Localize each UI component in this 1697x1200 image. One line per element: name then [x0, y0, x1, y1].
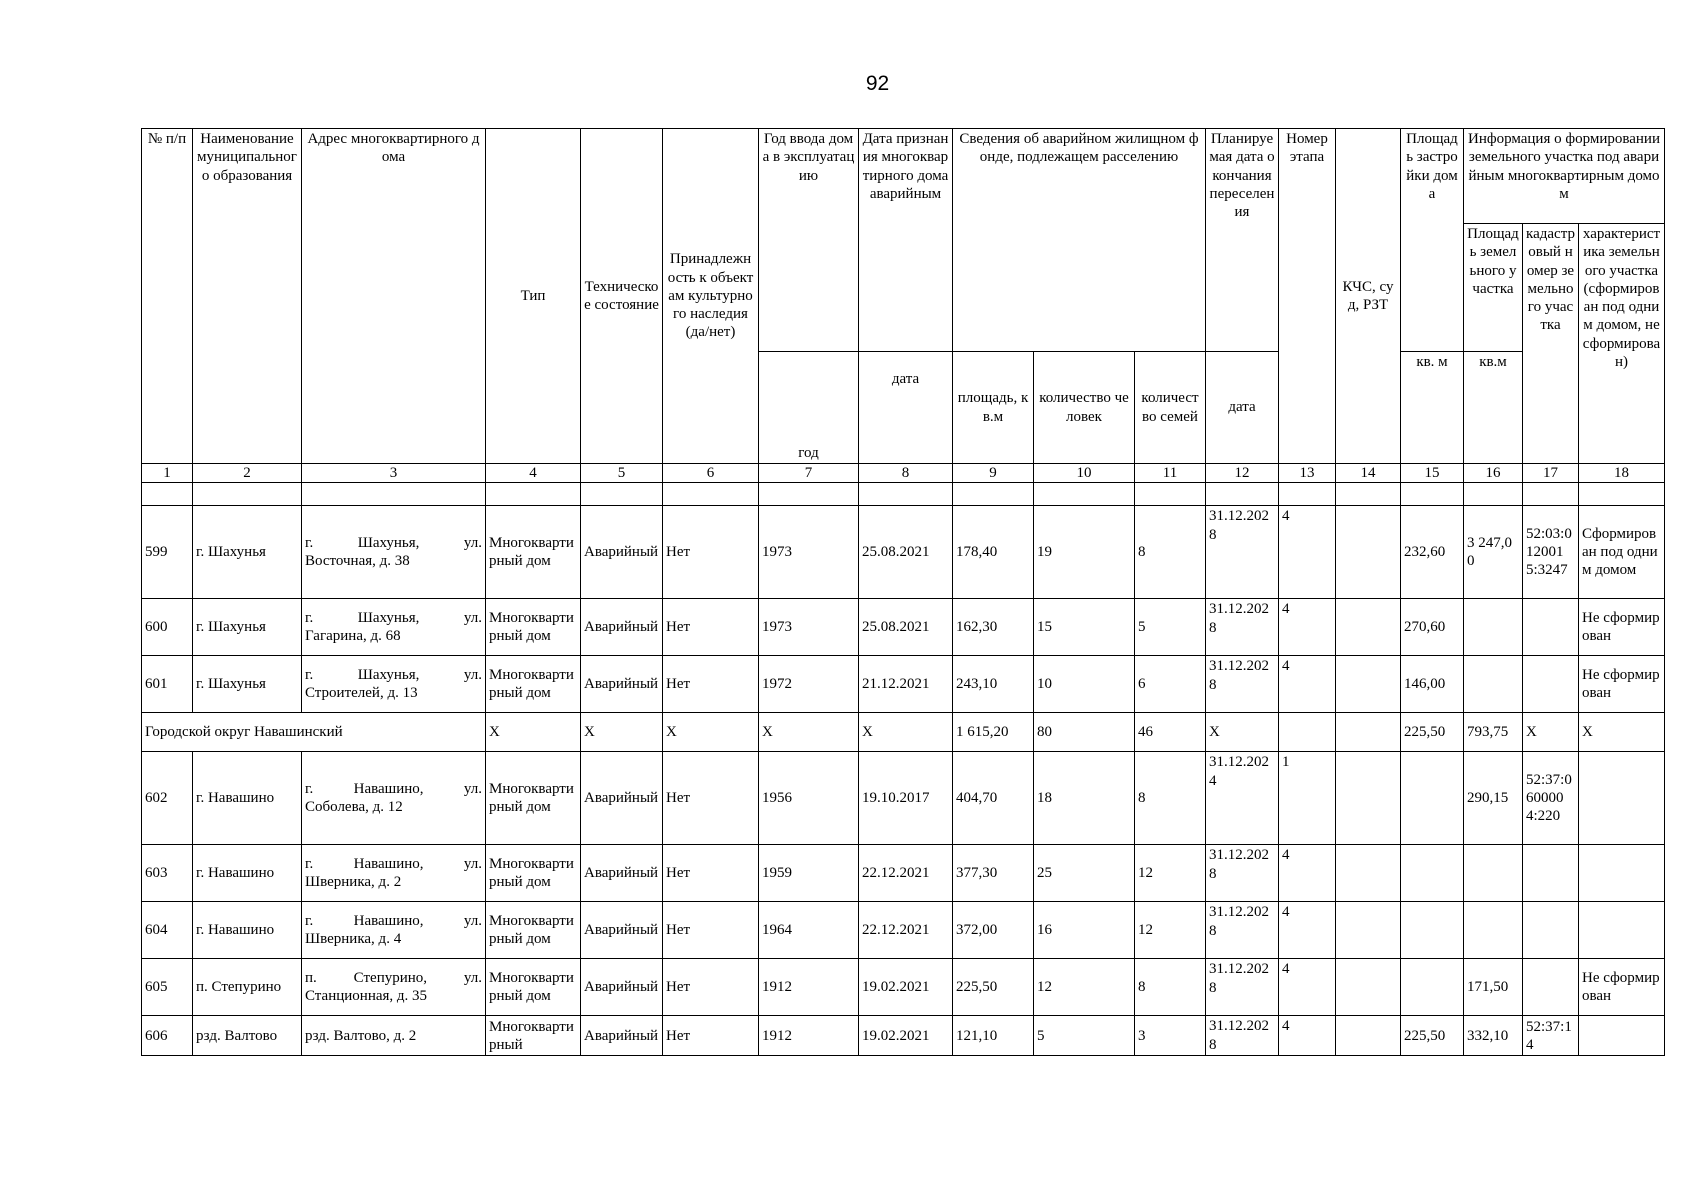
- families-cell: 6: [1135, 656, 1206, 713]
- subtotal-heritage: X: [663, 713, 759, 752]
- header-families: количество семей: [1135, 352, 1206, 464]
- area-cell: 243,10: [953, 656, 1034, 713]
- land-char-cell: Сформирован под одним домом: [1579, 506, 1665, 599]
- table-row: [142, 1016, 1665, 1056]
- build-area-cell: 225,50: [1401, 1016, 1464, 1056]
- housing-table-wrapper: [141, 128, 1665, 1056]
- address-word: ул.: [463, 856, 482, 872]
- build-area-cell: [1401, 902, 1464, 959]
- land-char-cell: Не сформирован: [1579, 959, 1665, 1016]
- year-cell: 1964: [759, 902, 859, 959]
- spacer-row: [142, 483, 1665, 506]
- header-build-area: Площадь застройки дома: [1401, 129, 1464, 352]
- people-cell: 16: [1034, 902, 1135, 959]
- tech-state-cell: Аварийный: [581, 599, 663, 656]
- column-number-cell: 1: [142, 464, 193, 483]
- header-year: Год ввода дома в эксплуатацию: [759, 129, 859, 352]
- tech-state-cell: Аварийный: [581, 959, 663, 1016]
- heritage-cell: Нет: [663, 656, 759, 713]
- land-area-cell: 290,15: [1464, 752, 1523, 845]
- header-heritage: Принадлежность к объектам культурного наследия (да/нет): [663, 129, 759, 464]
- subtotal-kchs: [1336, 713, 1401, 752]
- header-land-info-group: Информация о формировании земельного участка под аварийным многоквартирным домом: [1464, 129, 1665, 224]
- municipality-cell: г. Шахунья: [193, 506, 302, 599]
- header-people: количество человек: [1034, 352, 1135, 464]
- year-cell: 1956: [759, 752, 859, 845]
- cadastre-cell: 52:37:0600004:220: [1523, 752, 1579, 845]
- kchs-cell: [1336, 1016, 1401, 1056]
- area-cell: 178,40: [953, 506, 1034, 599]
- date-cell: 21.12.2021: [859, 656, 953, 713]
- subtotal-area: 1 615,20: [953, 713, 1034, 752]
- type-cell: Многоквартирный дом: [486, 599, 581, 656]
- land-char-cell: Не сформирован: [1579, 599, 1665, 656]
- kchs-cell: [1336, 656, 1401, 713]
- header-area: площадь, кв.м: [953, 352, 1034, 464]
- area-cell: 372,00: [953, 902, 1034, 959]
- stage-cell: 4: [1279, 845, 1336, 902]
- address-word: ул.: [463, 970, 482, 986]
- heritage-cell: Нет: [663, 752, 759, 845]
- address-line2: Строителей, д. 13: [305, 685, 418, 702]
- plan-date-cell: 31.12.2028: [1206, 506, 1279, 599]
- header-stage: Номер этапа: [1279, 129, 1336, 464]
- header-type: Тип: [486, 129, 581, 464]
- address-cell: [302, 902, 486, 959]
- header-land-char: характеристика земельного участка (сформирован под одним домом, не сформирован): [1579, 224, 1665, 464]
- people-cell: 15: [1034, 599, 1135, 656]
- people-cell: 18: [1034, 752, 1135, 845]
- column-number-cell: 12: [1206, 464, 1279, 483]
- address-word: Шахунья,: [357, 667, 420, 683]
- year-cell: 1972: [759, 656, 859, 713]
- year-cell: 1912: [759, 1016, 859, 1056]
- land-area-cell: 171,50: [1464, 959, 1523, 1016]
- subtotal-plan: X: [1206, 713, 1279, 752]
- address-word: Навашино,: [353, 856, 424, 872]
- address-word: ул.: [463, 667, 482, 683]
- heritage-cell: Нет: [663, 959, 759, 1016]
- tech-state-cell: Аварийный: [581, 845, 663, 902]
- subtotal-label: Городской округ Навашинский: [142, 713, 486, 752]
- table-row: [142, 506, 1665, 599]
- table-row: [142, 656, 1665, 713]
- table-row: [142, 752, 1665, 845]
- cadastre-cell: [1523, 959, 1579, 1016]
- header-plan-date: Планируемая дата окончания переселения: [1206, 129, 1279, 352]
- address-word: Навашино,: [353, 781, 424, 797]
- address-word: ул.: [463, 610, 482, 626]
- address-cell: [302, 656, 486, 713]
- address-word: Степурино,: [353, 970, 428, 986]
- address-word: г.: [305, 913, 314, 929]
- municipality-cell: г. Навашино: [193, 902, 302, 959]
- header-date-sub: дата: [859, 352, 953, 464]
- land-area-cell: 332,10: [1464, 1016, 1523, 1056]
- address-line2: Восточная, д. 38: [305, 553, 410, 570]
- area-cell: 377,30: [953, 845, 1034, 902]
- column-number-cell: 15: [1401, 464, 1464, 483]
- families-cell: 8: [1135, 752, 1206, 845]
- row-number: 606: [142, 1016, 193, 1056]
- families-cell: 3: [1135, 1016, 1206, 1056]
- column-number-cell: 9: [953, 464, 1034, 483]
- stage-cell: 4: [1279, 902, 1336, 959]
- land-area-cell: [1464, 656, 1523, 713]
- type-cell: Многоквартирный дом: [486, 959, 581, 1016]
- kchs-cell: [1336, 506, 1401, 599]
- subtotal-date: X: [859, 713, 953, 752]
- address-line2: Шверника, д. 2: [305, 874, 402, 891]
- municipality-cell: г. Навашино: [193, 752, 302, 845]
- cadastre-cell: [1523, 845, 1579, 902]
- address-word: Шахунья,: [357, 610, 420, 626]
- tech-state-cell: Аварийный: [581, 752, 663, 845]
- heritage-cell: Нет: [663, 506, 759, 599]
- header-address: Адрес многоквартирного дома: [302, 129, 486, 464]
- land-char-cell: [1579, 752, 1665, 845]
- row-number: 601: [142, 656, 193, 713]
- tech-state-cell: Аварийный: [581, 656, 663, 713]
- header-cadastre: кадастровый номер земельного участка: [1523, 224, 1579, 464]
- address-word: Навашино,: [353, 913, 424, 929]
- stage-cell: 4: [1279, 599, 1336, 656]
- heritage-cell: Нет: [663, 845, 759, 902]
- address-word: ул.: [463, 913, 482, 929]
- heritage-cell: Нет: [663, 599, 759, 656]
- subtotal-state: X: [581, 713, 663, 752]
- header-land-area: Площадь земельного участка: [1464, 224, 1523, 352]
- row-number: 605: [142, 959, 193, 1016]
- address-word: г.: [305, 781, 314, 797]
- column-number-cell: 5: [581, 464, 663, 483]
- date-cell: 19.02.2021: [859, 1016, 953, 1056]
- header-date: Дата признания многоквартирного дома аварийным: [859, 129, 953, 352]
- build-area-cell: 232,60: [1401, 506, 1464, 599]
- stage-cell: 4: [1279, 1016, 1336, 1056]
- people-cell: 25: [1034, 845, 1135, 902]
- header-year-sub: год: [759, 352, 859, 464]
- type-cell: Многоквартирный дом: [486, 845, 581, 902]
- table-row: [142, 599, 1665, 656]
- row-number: 603: [142, 845, 193, 902]
- municipality-cell: г. Шахунья: [193, 599, 302, 656]
- header-tech-state: Техническое состояние: [581, 129, 663, 464]
- column-number-cell: 16: [1464, 464, 1523, 483]
- header-municipality: Наименование муниципального образования: [193, 129, 302, 464]
- land-char-cell: [1579, 845, 1665, 902]
- column-number-cell: 11: [1135, 464, 1206, 483]
- date-cell: 22.12.2021: [859, 902, 953, 959]
- row-number: 600: [142, 599, 193, 656]
- people-cell: 19: [1034, 506, 1135, 599]
- address-cell: [302, 506, 486, 599]
- land-area-cell: [1464, 845, 1523, 902]
- tech-state-cell: Аварийный: [581, 506, 663, 599]
- column-number-cell: 4: [486, 464, 581, 483]
- column-number-cell: 3: [302, 464, 486, 483]
- area-cell: 404,70: [953, 752, 1034, 845]
- area-cell: 162,30: [953, 599, 1034, 656]
- land-char-cell: [1579, 1016, 1665, 1056]
- kchs-cell: [1336, 599, 1401, 656]
- address-word: г.: [305, 535, 314, 551]
- row-number: 599: [142, 506, 193, 599]
- land-char-cell: Не сформирован: [1579, 656, 1665, 713]
- date-cell: 25.08.2021: [859, 506, 953, 599]
- address-word: п.: [305, 970, 317, 986]
- page-number: 92: [865, 72, 890, 95]
- date-cell: 19.10.2017: [859, 752, 953, 845]
- heritage-cell: Нет: [663, 1016, 759, 1056]
- build-area-cell: [1401, 845, 1464, 902]
- column-number-cell: 13: [1279, 464, 1336, 483]
- municipality-cell: г. Навашино: [193, 845, 302, 902]
- kchs-cell: [1336, 959, 1401, 1016]
- column-number-cell: 17: [1523, 464, 1579, 483]
- kchs-cell: [1336, 845, 1401, 902]
- header-num: № п/п: [142, 129, 193, 464]
- type-cell: Многоквартирный дом: [486, 752, 581, 845]
- stage-cell: 4: [1279, 656, 1336, 713]
- date-cell: 22.12.2021: [859, 845, 953, 902]
- municipality-cell: рзд. Валтово: [193, 1016, 302, 1056]
- subtotal-land-area: 793,75: [1464, 713, 1523, 752]
- cadastre-cell: 52:37:14: [1523, 1016, 1579, 1056]
- address-line2: Соболева, д. 12: [305, 799, 403, 816]
- cadastre-cell: [1523, 656, 1579, 713]
- land-char-cell: [1579, 902, 1665, 959]
- families-cell: 12: [1135, 845, 1206, 902]
- build-area-cell: [1401, 959, 1464, 1016]
- families-cell: 8: [1135, 959, 1206, 1016]
- families-cell: 8: [1135, 506, 1206, 599]
- tech-state-cell: Аварийный: [581, 1016, 663, 1056]
- date-cell: 25.08.2021: [859, 599, 953, 656]
- area-cell: 121,10: [953, 1016, 1034, 1056]
- subtotal-people: 80: [1034, 713, 1135, 752]
- column-number-cell: 6: [663, 464, 759, 483]
- plan-date-cell: 31.12.2024: [1206, 752, 1279, 845]
- header-kchs: КЧС, суд, РЗТ: [1336, 129, 1401, 464]
- address-word: Шахунья,: [357, 535, 420, 551]
- row-number: 604: [142, 902, 193, 959]
- address-line2: Станционная, д. 35: [305, 988, 428, 1005]
- families-cell: 12: [1135, 902, 1206, 959]
- header-build-area-sub: кв. м: [1401, 352, 1464, 464]
- subtotal-build-area: 225,50: [1401, 713, 1464, 752]
- subtotal-cadastre: X: [1523, 713, 1579, 752]
- subtotal-type: X: [486, 713, 581, 752]
- cadastre-cell: [1523, 902, 1579, 959]
- tech-state-cell: Аварийный: [581, 902, 663, 959]
- heritage-cell: Нет: [663, 902, 759, 959]
- land-area-cell: [1464, 599, 1523, 656]
- plan-date-cell: 31.12.2028: [1206, 959, 1279, 1016]
- stage-cell: 4: [1279, 959, 1336, 1016]
- address-cell: [302, 752, 486, 845]
- address-cell: [302, 1016, 486, 1056]
- column-number-cell: 7: [759, 464, 859, 483]
- table-row: [142, 959, 1665, 1016]
- plan-date-cell: 31.12.2028: [1206, 1016, 1279, 1056]
- address-word: ул.: [463, 781, 482, 797]
- address-cell: [302, 599, 486, 656]
- emergency-housing-table: [141, 128, 1665, 1056]
- address-word: г.: [305, 667, 314, 683]
- people-cell: 10: [1034, 656, 1135, 713]
- column-number-cell: 10: [1034, 464, 1135, 483]
- header-land-area-sub: кв.м: [1464, 352, 1523, 464]
- year-cell: 1912: [759, 959, 859, 1016]
- column-number-cell: 14: [1336, 464, 1401, 483]
- address-line2: Шверника, д. 4: [305, 931, 402, 948]
- address-word: г.: [305, 610, 314, 626]
- type-cell: Многоквартирный дом: [486, 656, 581, 713]
- municipality-cell: г. Шахунья: [193, 656, 302, 713]
- header-emergency-fund-group: Сведения об аварийном жилищном фонде, подлежащем расселению: [953, 129, 1206, 352]
- year-cell: 1959: [759, 845, 859, 902]
- subtotal-families: 46: [1135, 713, 1206, 752]
- build-area-cell: [1401, 752, 1464, 845]
- area-cell: 225,50: [953, 959, 1034, 1016]
- plan-date-cell: 31.12.2028: [1206, 599, 1279, 656]
- plan-date-cell: 31.12.2028: [1206, 902, 1279, 959]
- subtotal-land-char: X: [1579, 713, 1665, 752]
- address-word: г.: [305, 856, 314, 872]
- land-area-cell: [1464, 902, 1523, 959]
- header-plan-date-sub: дата: [1206, 352, 1279, 464]
- type-cell: Многоквартирный дом: [486, 902, 581, 959]
- build-area-cell: 146,00: [1401, 656, 1464, 713]
- column-number-cell: 18: [1579, 464, 1665, 483]
- address-word: рзд. Валтово, д. 2: [305, 1027, 417, 1044]
- year-cell: 1973: [759, 506, 859, 599]
- subtotal-year: X: [759, 713, 859, 752]
- land-area-cell: 3 247,00: [1464, 506, 1523, 599]
- cadastre-cell: [1523, 599, 1579, 656]
- row-number: 602: [142, 752, 193, 845]
- year-cell: 1973: [759, 599, 859, 656]
- address-cell: [302, 959, 486, 1016]
- address-cell: [302, 845, 486, 902]
- column-number-cell: 2: [193, 464, 302, 483]
- kchs-cell: [1336, 752, 1401, 845]
- subtotal-row: [142, 713, 1665, 752]
- type-cell: Многоквартирный дом: [486, 506, 581, 599]
- families-cell: 5: [1135, 599, 1206, 656]
- stage-cell: 4: [1279, 506, 1336, 599]
- address-line2: Гагарина, д. 68: [305, 628, 401, 645]
- table-row: [142, 845, 1665, 902]
- type-cell: Многоквартирный: [486, 1016, 581, 1056]
- date-cell: 19.02.2021: [859, 959, 953, 1016]
- subtotal-stage: [1279, 713, 1336, 752]
- address-word: ул.: [463, 535, 482, 551]
- kchs-cell: [1336, 902, 1401, 959]
- table-row: [142, 902, 1665, 959]
- plan-date-cell: 31.12.2028: [1206, 656, 1279, 713]
- cadastre-cell: 52:03:012001 5:3247: [1523, 506, 1579, 599]
- column-number-row: [142, 464, 1665, 483]
- column-number-cell: 8: [859, 464, 953, 483]
- plan-date-cell: 31.12.2028: [1206, 845, 1279, 902]
- people-cell: 12: [1034, 959, 1135, 1016]
- stage-cell: 1: [1279, 752, 1336, 845]
- build-area-cell: 270,60: [1401, 599, 1464, 656]
- people-cell: 5: [1034, 1016, 1135, 1056]
- municipality-cell: п. Степурино: [193, 959, 302, 1016]
